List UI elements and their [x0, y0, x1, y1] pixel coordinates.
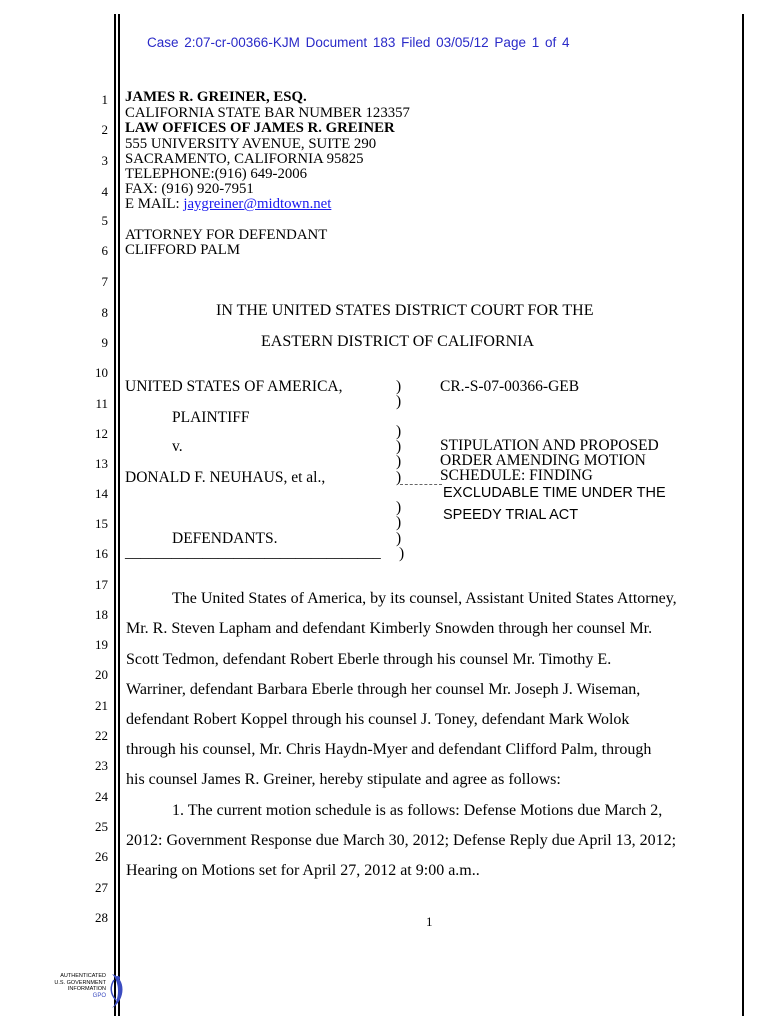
- body-line: defendant Robert Koppel through his counsel J. Toney, defendant Mark Wolok: [126, 711, 630, 728]
- line-number: 18: [95, 607, 108, 622]
- caption-paren: ): [396, 499, 402, 516]
- seal-text-line: AUTHENTICATED: [60, 973, 106, 979]
- line-number: 3: [101, 153, 108, 168]
- document-title-line-5: SPEEDY TRIAL ACT: [443, 507, 579, 523]
- line-number: 16: [95, 546, 108, 561]
- fax: FAX: (916) 920-7951: [125, 181, 254, 197]
- seal-text-line: U.S. GOVERNMENT: [54, 979, 106, 986]
- body-line: Scott Tedmon, defendant Robert Eberle through his counsel Mr. Timothy E.: [126, 651, 612, 668]
- line-number: 19: [95, 637, 108, 652]
- body-line: 2012: Government Response due March 30, 2012; Defense Reply due April 13, 2012;: [126, 832, 677, 849]
- document-title-line-3: SCHEDULE: FINDING: [440, 467, 593, 484]
- caption-paren: ): [399, 545, 405, 562]
- address-line-2: SACRAMENTO, CALIFORNIA 95825: [125, 151, 364, 167]
- document-title-line-4: EXCLUDABLE TIME UNDER THE: [443, 485, 666, 501]
- line-number: 24: [95, 789, 108, 804]
- line-number: 13: [95, 456, 108, 471]
- seal-text-line: INFORMATION: [67, 986, 106, 992]
- email-link[interactable]: jaygreiner@midtown.net: [183, 196, 332, 212]
- attorney-bar-number: CALIFORNIA STATE BAR NUMBER 123357: [125, 105, 410, 121]
- line-number: 23: [95, 758, 108, 773]
- line-number: 17: [95, 577, 108, 592]
- case-number: CR.-S-07-00366-GEB: [440, 378, 580, 395]
- telephone: TELEPHONE:(916) 649-2006: [125, 166, 308, 182]
- line-number: 4: [101, 184, 108, 199]
- attorney-role-line-2: CLIFFORD PALM: [125, 242, 240, 258]
- caption-paren: ): [396, 393, 402, 410]
- line-number: 11: [95, 396, 108, 411]
- defendant-party: DONALD F. NEUHAUS, et al.,: [125, 469, 326, 486]
- line-number: 5: [101, 213, 108, 228]
- line-number: 26: [95, 849, 108, 864]
- line-number: 2: [101, 122, 108, 137]
- body-line: The United States of America, by its counsel, Assistant United States Attorney,: [172, 590, 677, 607]
- court-heading-line-2: EASTERN DISTRICT OF CALIFORNIA: [261, 333, 535, 350]
- attorney-name: JAMES R. GREINER, ESQ.: [125, 89, 307, 105]
- court-heading-line-1: IN THE UNITED STATES DISTRICT COURT FOR THE: [216, 302, 594, 319]
- left-margin-rule: [114, 14, 116, 1016]
- line-number: 28: [95, 910, 108, 925]
- seal-gpo-label: GPO: [92, 992, 106, 999]
- line-number: 21: [95, 698, 108, 713]
- address-line-1: 555 UNIVERSITY AVENUE, SUITE 290: [125, 136, 377, 152]
- line-number: 15: [95, 516, 108, 531]
- caption-paren: ): [396, 453, 402, 470]
- caption-underline: _________________________________: [125, 544, 381, 561]
- law-firm-name: LAW OFFICES OF JAMES R. GREINER: [125, 120, 395, 136]
- filing-header: Case 2:07-cr-00366-KJM Document 183 Filed 03/05/12 Page 1 of 4: [147, 35, 570, 50]
- gpo-authentication-seal: [40, 970, 130, 1012]
- email-label: E MAIL:: [125, 196, 184, 212]
- versus: v.: [172, 438, 183, 455]
- line-number: 22: [95, 728, 108, 743]
- caption-paren: ): [396, 378, 402, 395]
- page-number: 1: [426, 914, 433, 929]
- body-line: Mr. R. Steven Lapham and defendant Kimberly Snowden through her counsel Mr.: [126, 620, 653, 637]
- body-line: Hearing on Motions set for April 27, 2012 at 9:00 a.m..: [126, 862, 480, 879]
- caption-paren: ): [396, 438, 402, 455]
- line-number: 27: [95, 880, 108, 895]
- document-title-line-2: ORDER AMENDING MOTION: [440, 452, 646, 469]
- caption-paren: ): [396, 514, 402, 531]
- line-number: 25: [95, 819, 108, 834]
- line-number: 14: [95, 486, 108, 501]
- line-number: 12: [95, 426, 108, 441]
- line-number: 7: [101, 274, 108, 289]
- line-number: 8: [101, 305, 108, 320]
- body-line: 1. The current motion schedule is as follows: Defense Motions due March 2,: [172, 802, 663, 819]
- body-line: his counsel James R. Greiner, hereby stipulate and agree as follows:: [126, 771, 561, 788]
- attorney-role-line-1: ATTORNEY FOR DEFENDANT: [125, 227, 328, 243]
- body-line: through his counsel, Mr. Chris Haydn-Myer and defendant Clifford Palm, through: [126, 741, 652, 758]
- line-number: 6: [101, 243, 108, 258]
- line-number: 1: [101, 92, 108, 107]
- body-line: Warriner, defendant Barbara Eberle through her counsel Mr. Joseph J. Wiseman,: [126, 681, 641, 698]
- email-line: [125, 197, 331, 212]
- plaintiff-party: UNITED STATES OF AMERICA,: [125, 378, 343, 395]
- right-margin-rule: [742, 14, 744, 1016]
- line-number: 20: [95, 667, 108, 682]
- caption-paren: ): [396, 530, 402, 547]
- document-title-line-1: STIPULATION AND PROPOSED: [440, 437, 659, 454]
- line-number: 10: [95, 365, 108, 380]
- plaintiff-label: PLAINTIFF: [172, 409, 250, 426]
- defendant-label: DEFENDANTS.: [172, 530, 278, 547]
- caption-paren: ): [396, 423, 402, 440]
- left-margin-rule-inner: [118, 14, 120, 1016]
- caption-paren: ): [396, 469, 402, 486]
- edit-dash-mark: [400, 484, 442, 485]
- line-number: 9: [101, 335, 108, 350]
